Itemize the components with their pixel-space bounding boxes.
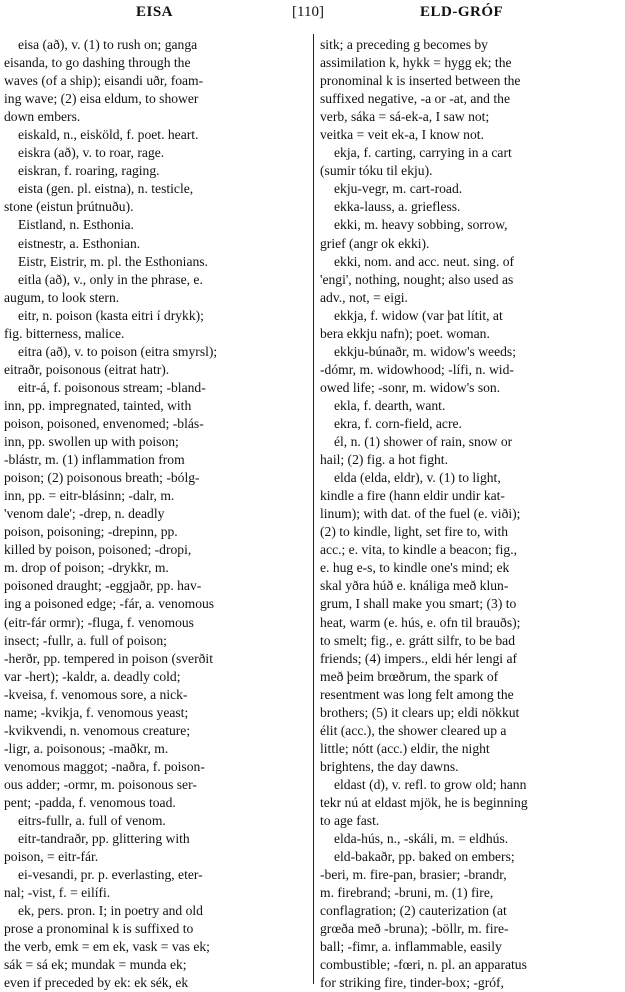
entry-line: down embers. [4, 109, 81, 125]
entry-line: eiskran, f. roaring, raging. [18, 163, 160, 179]
entry-line: eitrs-fullr, a. full of venom. [18, 813, 166, 829]
entry-line: var -hert); -kaldr, a. deadly cold; [4, 668, 181, 684]
entry-line: friends; (4) impers., eldi hér lengi af [320, 650, 518, 666]
entry-line: hail; (2) fig. a hot fight. [320, 452, 448, 468]
entry-line: pent; -padda, f. venomous toad. [4, 794, 176, 810]
entry-line: elda-hús, n., -skáli, m. = eldhús. [334, 831, 509, 847]
entry-line: 'venom dale'; -drep, n. deadly [4, 506, 165, 522]
entry-line: augum, to look stern. [4, 289, 120, 305]
entry-line: pronominal k is inserted between the [320, 73, 521, 89]
entry-line: insect; -fullr, a. full of poison; [4, 632, 167, 648]
entry-line: ekkju-búnaðr, m. widow's weeds; [334, 343, 516, 359]
entry-line: ekju-vegr, m. cart-road. [334, 181, 463, 197]
entry-line: e. hug e-s, to kindle one's mind; ek [320, 560, 510, 576]
entry-line: Eistr, Eistrir, m. pl. the Esthonians. [18, 253, 208, 269]
entry-line: to smelt; fig., e. grátt silfr, to be bad [320, 632, 516, 648]
entry-line: inn, pp. impregnated, tainted, with [4, 397, 192, 413]
entry-line: -ligr, a. poisonous; -maðkr, m. [4, 740, 169, 756]
column-divider [313, 34, 314, 984]
entry-line: eitraðr, poisonous (eitrat hatr). [4, 361, 170, 377]
entry-line: -beri, m. fire-pan, brasier; -brandr, [320, 867, 507, 883]
entry-line: ekka-lauss, a. griefless. [334, 199, 461, 215]
entry-line: -blástr, m. (1) inflammation from [4, 452, 185, 468]
entry-line: eldast (d), v. refl. to grow old; hann [334, 776, 527, 792]
entry-line: for striking fire, tinder-box; -gróf, [320, 975, 504, 991]
entry-line: stone (eistun þrútnuðu). [4, 199, 134, 215]
right-column [320, 36, 621, 992]
entry-line: élit (acc.), the shower cleared up a [320, 722, 507, 738]
entry-line: owed life; -sonr, m. widow's son. [320, 379, 501, 395]
entry-line: nal; -vist, f. = eilífi. [4, 885, 111, 901]
entry-line: waves (of a ship); eisandi uðr, foam- [4, 73, 204, 89]
entry-line: assimilation k, hykk = hygg ek; the [320, 55, 512, 71]
entry-line: sák = sá ek; mundak = munda ek; [4, 957, 187, 973]
entry-line: eitr, n. poison (kasta eitri í drykk); [18, 307, 204, 323]
entry-line: sitk; a preceding g becomes by [320, 37, 488, 52]
entry-line: poison, poisoned, envenomed; -blás- [4, 415, 204, 431]
entry-line: ekla, f. dearth, want. [334, 397, 446, 413]
entry-line: eiskald, n., eisköld, f. poet. heart. [18, 127, 199, 143]
entry-line: (eitr-fár ormr); -fluga, f. venomous [4, 614, 194, 630]
entry-line: heat, warm (e. hús, e. ofn til brauðs); [320, 614, 521, 630]
entry-line: ball; -fimr, a. inflammable, easily [320, 939, 502, 955]
entry-line: veitka = veit ek-a, I know not. [320, 127, 484, 143]
entry-line: ous adder; -ormr, m. poisonous ser- [4, 776, 197, 792]
entry-line: eitr-á, f. poisonous stream; -bland- [18, 379, 206, 395]
entry-line: (sumir tóku til ekju). [320, 163, 433, 179]
header-first-entry: EISA [136, 4, 174, 20]
entry-line: combustible; -fœri, n. pl. an apparatus [320, 957, 527, 973]
running-header [0, 4, 625, 26]
entry-line: ing a poisoned edge; -fár, a. venomous [4, 596, 215, 612]
entry-line: poison, = eitr-fár. [4, 849, 99, 865]
entry-line: kindle a fire (hann eldir undir kat- [320, 488, 505, 504]
entry-line: ing wave; (2) eisa eldum, to shower [4, 91, 199, 107]
entry-line: prose a pronominal k is suffixed to [4, 921, 194, 937]
entry-line: poison, poisoning; -drepinn, pp. [4, 524, 178, 540]
entry-line: ekra, f. corn-field, acre. [334, 415, 462, 431]
entry-line: eisanda, to go dashing through the [4, 55, 191, 71]
entry-line: poisoned draught; -eggjaðr, pp. hav- [4, 578, 202, 594]
entry-line: -herðr, pp. tempered in poison (sverðit [4, 650, 213, 666]
entry-line: even if preceded by ek: ek sék, ek [4, 975, 189, 991]
entry-line: eisa (að), v. (1) to rush on; ganga [18, 37, 198, 52]
entry-line: ei-vesandi, pr. p. everlasting, eter- [18, 867, 203, 883]
entry-line: 'engi', nothing, nought; also used as [320, 271, 514, 287]
entry-line: skal yðra húð e. knáliga með klun- [320, 578, 509, 594]
entry-line: brightens, the day dawns. [320, 758, 459, 774]
entry-line: með þeim brœðrum, the spark of [320, 668, 499, 684]
entry-line: -kveisa, f. venomous sore, a nick- [4, 686, 188, 702]
entry-line: eistnestr, a. Esthonian. [18, 235, 141, 251]
entry-line: tekr nú at eldast mjök, he is beginning [320, 794, 528, 810]
header-last-entry: ELD-GRÓF [420, 4, 504, 20]
entry-line: venomous maggot; -naðra, f. poison- [4, 758, 205, 774]
entry-line: brothers; (5) it clears up; eldi nökkut [320, 704, 520, 720]
entry-line: m. drop of poison; -drykkr, m. [4, 560, 169, 576]
entry-line: little; nótt (acc.) eldir, the night [320, 740, 490, 756]
entry-line: eiskra (að), v. to roar, rage. [18, 145, 165, 161]
entry-line: the verb, emk = em ek, vask = vas ek; [4, 939, 210, 955]
entry-line: bera ekkju nafn); poet. woman. [320, 325, 490, 341]
entry-line: ekja, f. carting, carrying in a cart [334, 145, 512, 161]
entry-line: adv., not, = eigi. [320, 289, 408, 305]
entry-line: ekki, m. heavy sobbing, sorrow, [334, 217, 508, 233]
entry-line: conflagration; (2) cauterization (at [320, 903, 507, 919]
page-number: [110] [292, 4, 324, 20]
entry-line: poison; (2) poisonous breath; -bólg- [4, 470, 200, 486]
entry-line: eitra (að), v. to poison (eitra smyrsl); [18, 343, 218, 359]
entry-line: Eistland, n. Esthonia. [18, 217, 134, 233]
entry-line: ekkja, f. widow (var þat lítit, at [334, 307, 503, 323]
entry-line: grœða með -bruna); -böllr, m. fire- [320, 921, 509, 937]
left-column [4, 36, 307, 992]
entry-line: linum); with dat. of the fuel (e. viði); [320, 506, 521, 522]
entry-line: resentment was long felt among the [320, 686, 514, 702]
entry-line: ek, pers. pron. I; in poetry and old [18, 903, 203, 919]
entry-line: m. firebrand; -bruni, m. (1) fire, [320, 885, 494, 901]
entry-line: ekki, nom. and acc. neut. sing. of [334, 253, 515, 269]
entry-line: (2) to kindle, light, set fire to, with [320, 524, 509, 540]
entry-line: acc.; e. vita, to kindle a beacon; fig., [320, 542, 518, 558]
entry-line: grum, I shall make you smart; (3) to [320, 596, 517, 612]
entry-line: elda (elda, eldr), v. (1) to light, [334, 470, 501, 486]
entry-line: él, n. (1) shower of rain, snow or [334, 434, 513, 450]
entry-line: eitr-tandraðr, pp. glittering with [18, 831, 190, 847]
entry-line: suffixed negative, -a or -at, and the [320, 91, 510, 107]
entry-line: grief (angr ok ekki). [320, 235, 430, 251]
entry-line: -dómr, m. widowhood; -lífi, n. wid- [320, 361, 514, 377]
entry-line: killed by poison, poisoned; -dropi, [4, 542, 192, 558]
entry-line: inn, pp. = eitr-blásinn; -dalr, m. [4, 488, 175, 504]
entry-line: verb, sáka = sá-ek-a, I saw not; [320, 109, 490, 125]
entry-line: to age fast. [320, 813, 380, 829]
entry-line: eista (gen. pl. eistna), n. testicle, [18, 181, 194, 197]
entry-line: -kvikvendi, n. venomous creature; [4, 722, 191, 738]
entry-line: inn, pp. swollen up with poison; [4, 434, 179, 450]
entry-line: name; -kvikja, f. venomous yeast; [4, 704, 189, 720]
entry-line: fig. bitterness, malice. [4, 325, 125, 341]
entry-line: eitla (að), v., only in the phrase, e. [18, 271, 203, 287]
entry-line: eld-bakaðr, pp. baked on embers; [334, 849, 515, 865]
